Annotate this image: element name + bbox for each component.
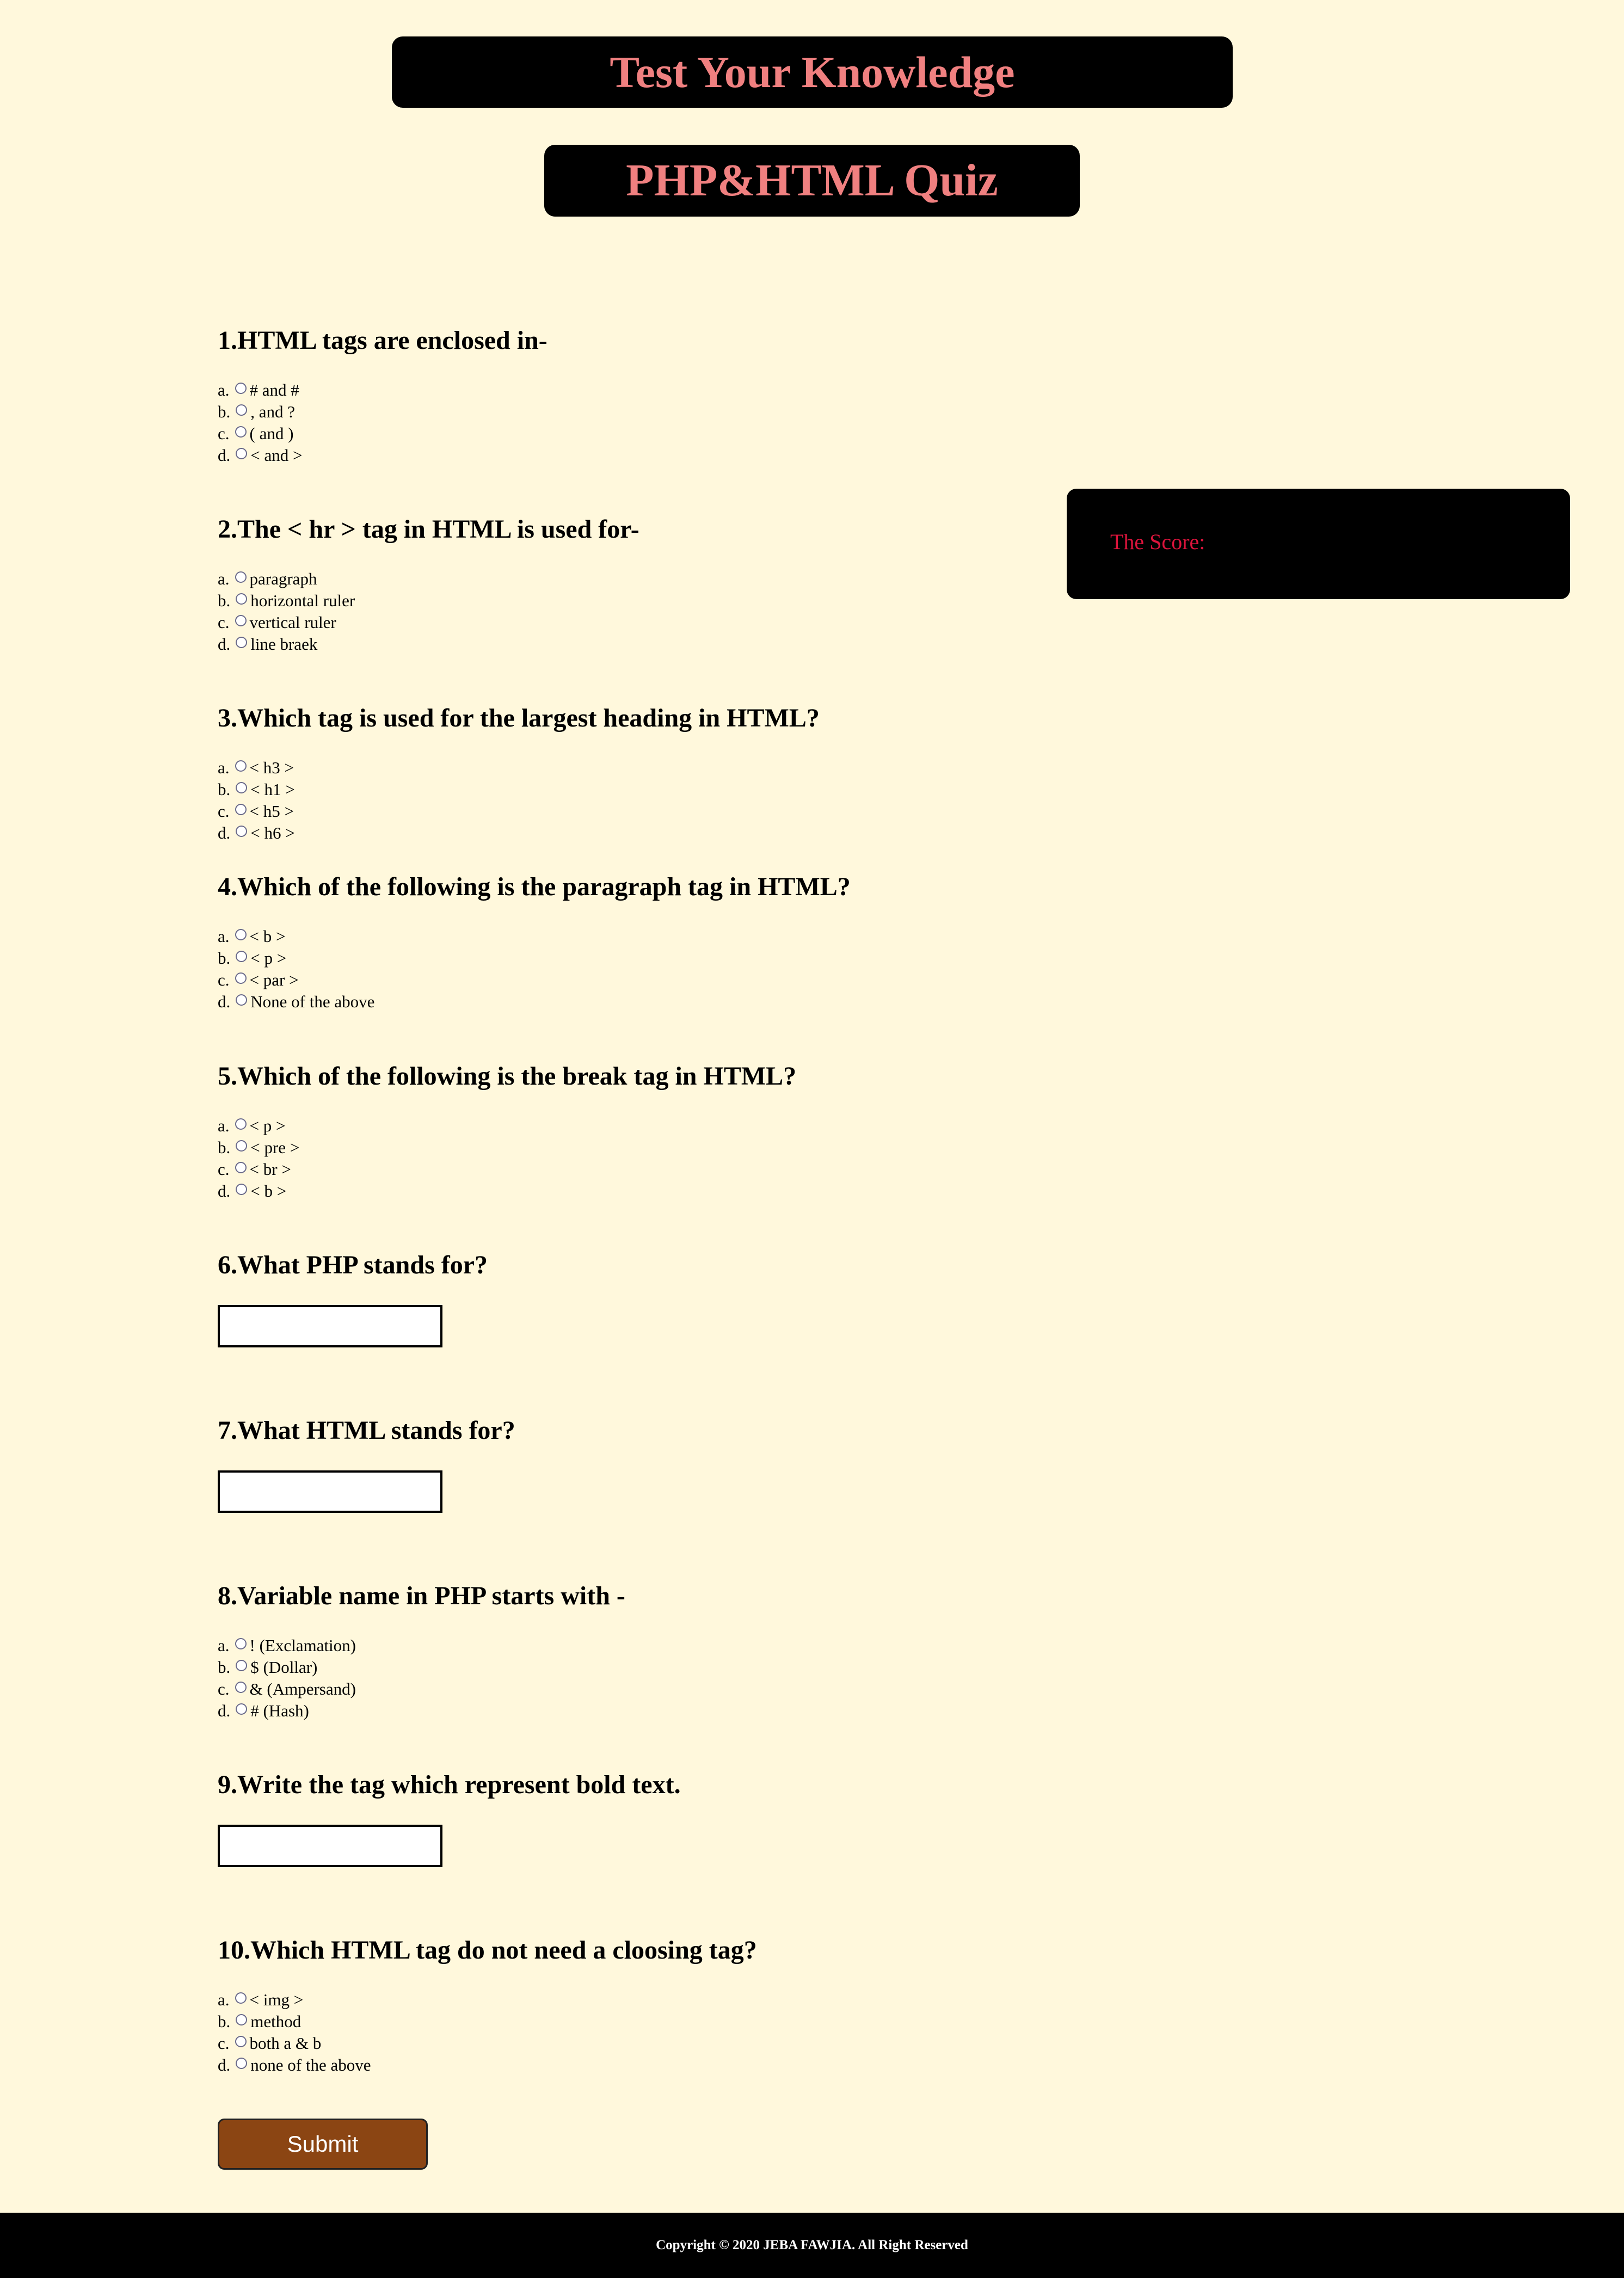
- option-label: , and ?: [250, 402, 296, 421]
- option-8c: c. & (Ampersand): [218, 1678, 625, 1700]
- submit-button[interactable]: Submit: [218, 2119, 428, 2170]
- radio-4c[interactable]: [235, 972, 247, 984]
- option-label: ! (Exclamation): [249, 1636, 356, 1655]
- option-label: < br >: [249, 1160, 291, 1179]
- radio-10a[interactable]: [235, 1992, 247, 2004]
- question-6-title: 6.What PHP stands for?: [218, 1251, 488, 1279]
- option-2a: a. paragraph: [218, 568, 639, 590]
- radio-2a[interactable]: [235, 571, 247, 583]
- question-3-options: [218, 757, 820, 844]
- option-label: paragraph: [249, 569, 317, 588]
- option-3d: d. < h6 >: [218, 822, 820, 844]
- question-5: [218, 1061, 796, 1202]
- option-5a: a. < p >: [218, 1115, 796, 1137]
- question-3: [218, 703, 820, 844]
- radio-5b[interactable]: [236, 1140, 247, 1152]
- radio-1b[interactable]: [236, 404, 247, 416]
- question-10-title: 10.Which HTML tag do not need a cloosing tag?: [218, 1936, 757, 1965]
- option-label: $ (Dollar): [250, 1658, 318, 1677]
- option-label: # and #: [249, 380, 299, 399]
- radio-1a[interactable]: [235, 383, 247, 394]
- option-4b: b. < p >: [218, 947, 851, 969]
- option-label: < h5 >: [249, 802, 294, 821]
- question-5-options: [218, 1115, 796, 1202]
- option-label: none of the above: [250, 2055, 371, 2074]
- quiz-title-banner: [544, 145, 1080, 217]
- option-label: < par >: [249, 970, 299, 989]
- option-label: < pre >: [250, 1138, 300, 1157]
- option-1c: c. ( and ): [218, 423, 548, 445]
- score-panel: [1067, 489, 1570, 599]
- option-4c: c. < par >: [218, 969, 851, 991]
- question-8: [218, 1580, 625, 1722]
- option-label: # (Hash): [250, 1701, 309, 1720]
- radio-3b[interactable]: [236, 782, 247, 793]
- option-10c: c. both a & b: [218, 2033, 757, 2054]
- radio-5c[interactable]: [235, 1162, 247, 1173]
- option-10b: b. method: [218, 2011, 757, 2033]
- radio-8d[interactable]: [236, 1703, 247, 1715]
- footer: [0, 2213, 1624, 2278]
- question-1-title: 1.HTML tags are enclosed in-: [218, 326, 548, 355]
- site-title-banner: [392, 36, 1233, 108]
- option-label: line braek: [250, 635, 318, 654]
- option-label: < h6 >: [250, 823, 295, 842]
- radio-4b[interactable]: [236, 951, 247, 962]
- question-1-options: [218, 379, 548, 466]
- option-label: < img >: [249, 1990, 304, 2009]
- question-2: [218, 514, 639, 655]
- answer-6-input[interactable]: [218, 1305, 442, 1347]
- option-3c: c. < h5 >: [218, 801, 820, 822]
- question-2-options: [218, 568, 639, 655]
- option-label: < p >: [250, 949, 287, 968]
- question-8-options: [218, 1635, 625, 1722]
- radio-3d[interactable]: [236, 826, 247, 837]
- question-5-title: 5.Which of the following is the break tag in HTML?: [218, 1062, 797, 1091]
- option-10d: d. none of the above: [218, 2054, 757, 2076]
- option-label: horizontal ruler: [250, 591, 355, 610]
- option-label: < b >: [250, 1181, 287, 1200]
- option-2d: d. line braek: [218, 633, 639, 655]
- radio-2c[interactable]: [235, 615, 247, 626]
- option-2b: b. horizontal ruler: [218, 590, 639, 612]
- question-4: [218, 871, 851, 1013]
- option-8d: d. # (Hash): [218, 1700, 625, 1722]
- quiz-title: PHP&HTML Quiz: [626, 155, 998, 206]
- radio-8a[interactable]: [235, 1638, 247, 1649]
- radio-3c[interactable]: [235, 804, 247, 815]
- option-1b: b. , and ?: [218, 401, 548, 423]
- radio-1d[interactable]: [236, 448, 247, 459]
- option-5c: c. < br >: [218, 1159, 796, 1180]
- question-1: [218, 325, 548, 466]
- question-3-title: 3.Which tag is used for the largest heading in HTML?: [218, 704, 820, 732]
- option-label: < and >: [250, 446, 303, 465]
- option-label: & (Ampersand): [249, 1679, 356, 1698]
- site-title: Test Your Knowledge: [610, 47, 1015, 97]
- score-label: The Score:: [1110, 530, 1205, 554]
- question-2-title: 2.The < hr > tag in HTML is used for-: [218, 515, 639, 544]
- option-label: < b >: [249, 927, 286, 946]
- option-8a: a. ! (Exclamation): [218, 1635, 625, 1657]
- option-label: < p >: [249, 1116, 286, 1135]
- radio-10c[interactable]: [235, 2036, 247, 2047]
- radio-2b[interactable]: [236, 593, 247, 605]
- option-label: < h3 >: [249, 758, 294, 777]
- radio-5d[interactable]: [236, 1184, 247, 1195]
- option-5b: b. < pre >: [218, 1137, 796, 1159]
- radio-2d[interactable]: [236, 637, 247, 648]
- radio-4d[interactable]: [236, 994, 247, 1006]
- answer-7-input[interactable]: [218, 1470, 442, 1513]
- option-5d: d. < b >: [218, 1180, 796, 1202]
- radio-8b[interactable]: [236, 1660, 247, 1671]
- answer-9-input[interactable]: [218, 1825, 442, 1867]
- option-label: vertical ruler: [249, 613, 336, 632]
- question-4-title: 4.Which of the following is the paragraph tag in HTML?: [218, 872, 851, 901]
- question-10-options: [218, 1989, 757, 2076]
- copyright-text: Copyright © 2020 JEBA FAWJIA. All Right Reserved: [656, 2238, 968, 2252]
- option-4d: d. None of the above: [218, 991, 851, 1013]
- option-8b: b. $ (Dollar): [218, 1657, 625, 1678]
- radio-4a[interactable]: [235, 929, 247, 940]
- radio-8c[interactable]: [235, 1682, 247, 1693]
- radio-1c[interactable]: [235, 426, 247, 438]
- option-10a: a. < img >: [218, 1989, 757, 2011]
- radio-10d[interactable]: [236, 2058, 247, 2069]
- option-label: < h1 >: [250, 780, 295, 799]
- question-4-options: [218, 926, 851, 1013]
- question-7: [218, 1415, 515, 1513]
- radio-3a[interactable]: [235, 760, 247, 772]
- option-label: method: [250, 2012, 302, 2031]
- option-3a: a. < h3 >: [218, 757, 820, 779]
- question-9: [218, 1769, 681, 1867]
- option-label: both a & b: [249, 2034, 322, 2053]
- option-2c: c. vertical ruler: [218, 612, 639, 633]
- question-7-title: 7.What HTML stands for?: [218, 1416, 515, 1445]
- radio-5a[interactable]: [235, 1118, 247, 1130]
- option-1d: d. < and >: [218, 445, 548, 466]
- question-8-title: 8.Variable name in PHP starts with -: [218, 1581, 625, 1610]
- option-label: ( and ): [249, 424, 294, 443]
- question-6: [218, 1249, 488, 1347]
- radio-10b[interactable]: [236, 2014, 247, 2025]
- option-label: None of the above: [250, 992, 375, 1011]
- question-10: [218, 1935, 757, 2076]
- option-3b: b. < h1 >: [218, 779, 820, 801]
- option-1a: a. # and #: [218, 379, 548, 401]
- question-9-title: 9.Write the tag which represent bold text.: [218, 1770, 681, 1799]
- option-4a: a. < b >: [218, 926, 851, 947]
